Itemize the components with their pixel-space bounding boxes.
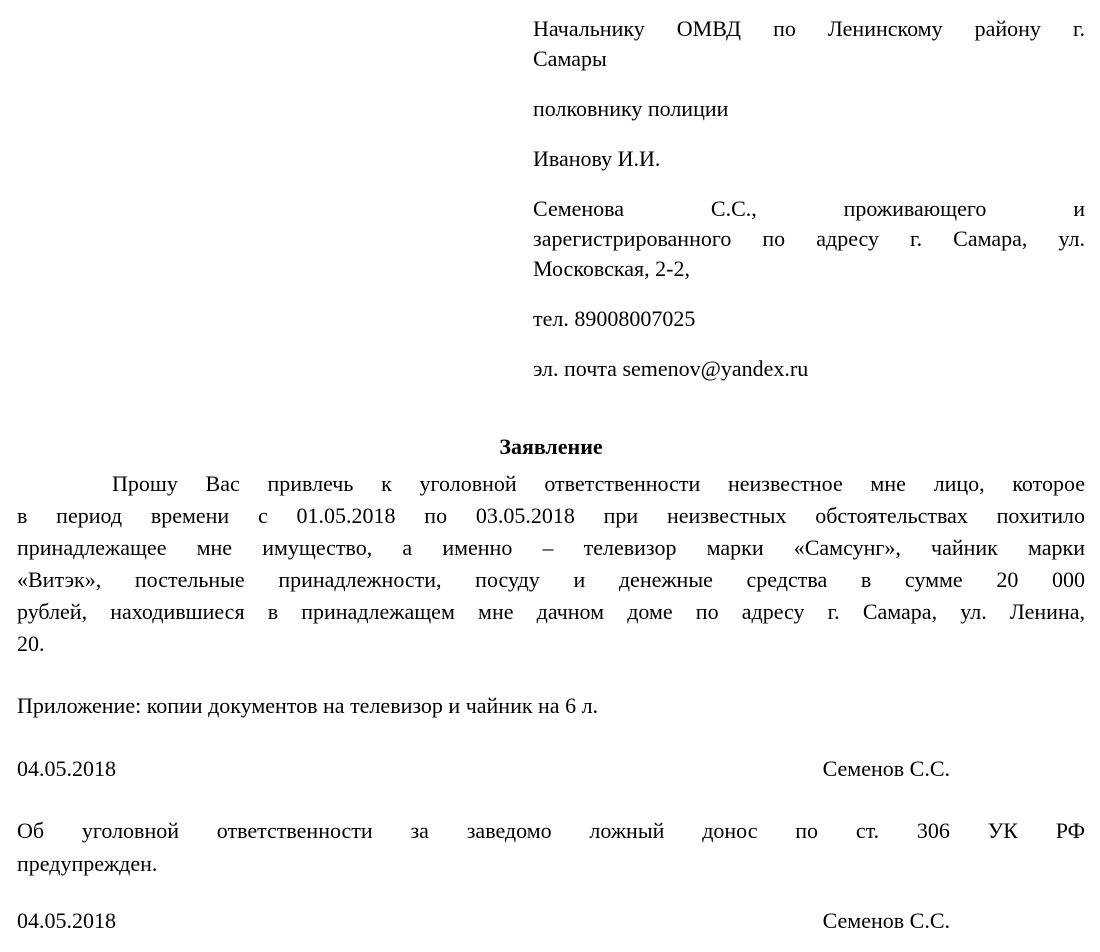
applicant-line-3: Московская, 2-2, — [533, 256, 690, 281]
applicant-line-1: Семенова С.С., проживающего и — [533, 196, 1085, 221]
applicant-email: эл. почта semenov@yandex.ru — [533, 356, 809, 381]
signature-row-1 — [17, 754, 1085, 784]
warning-paragraph — [17, 814, 1085, 880]
signature-name-2: Семенов С.С. — [822, 908, 950, 933]
applicant-line-2: зарегистрированного по адресу г. Самара, ул. — [533, 226, 1085, 251]
recipient-line-1: Начальнику ОМВД по Ленинскому району г. — [533, 16, 1085, 41]
recipient-paragraph — [533, 14, 1085, 74]
signature-date-2: 04.05.2018 — [17, 908, 116, 933]
signature-row-2 — [17, 906, 1085, 936]
attachment-note: Приложение: копии документов на телевизор и чайник на 6 л. — [17, 693, 599, 718]
signature-date-1: 04.05.2018 — [17, 756, 116, 781]
recipient-name: Иванову И.И. — [533, 146, 661, 171]
statement-body-paragraph — [17, 468, 1085, 660]
addressee-block — [533, 14, 1085, 384]
applicant-phone: тел. 89008007025 — [533, 306, 696, 331]
body-line-1: Прошу Вас привлечь к уголовной ответственности неизвестное мне лицо, которое — [112, 471, 1085, 496]
warning-line-1: Об уголовной ответственности за заведомо ложный донос по ст. 306 УК РФ — [17, 818, 1085, 843]
warning-line-2: предупрежден. — [17, 851, 158, 876]
body-line-5: рублей, находившиеся в принадлежащем мне дачном доме по адресу г. Самара, ул. Ленина, — [17, 599, 1085, 624]
body-line-3: принадлежащее мне имущество, а именно – телевизор марки «Самсунг», чайник марки — [17, 535, 1085, 560]
applicant-paragraph — [533, 194, 1085, 284]
body-line-6: 20. — [17, 631, 45, 656]
recipient-line-2: Самары — [533, 46, 607, 71]
body-line-2: в период времени с 01.05.2018 по 03.05.2018 при неизвестных обстоятельствах похитило — [17, 503, 1085, 528]
signature-name-1: Семенов С.С. — [822, 756, 950, 781]
body-line-4: «Витэк», постельные принадлежности, посуду и денежные средства в сумме 20 000 — [17, 567, 1085, 592]
recipient-rank: полковнику полиции — [533, 96, 729, 121]
document-title: Заявление — [499, 434, 603, 459]
